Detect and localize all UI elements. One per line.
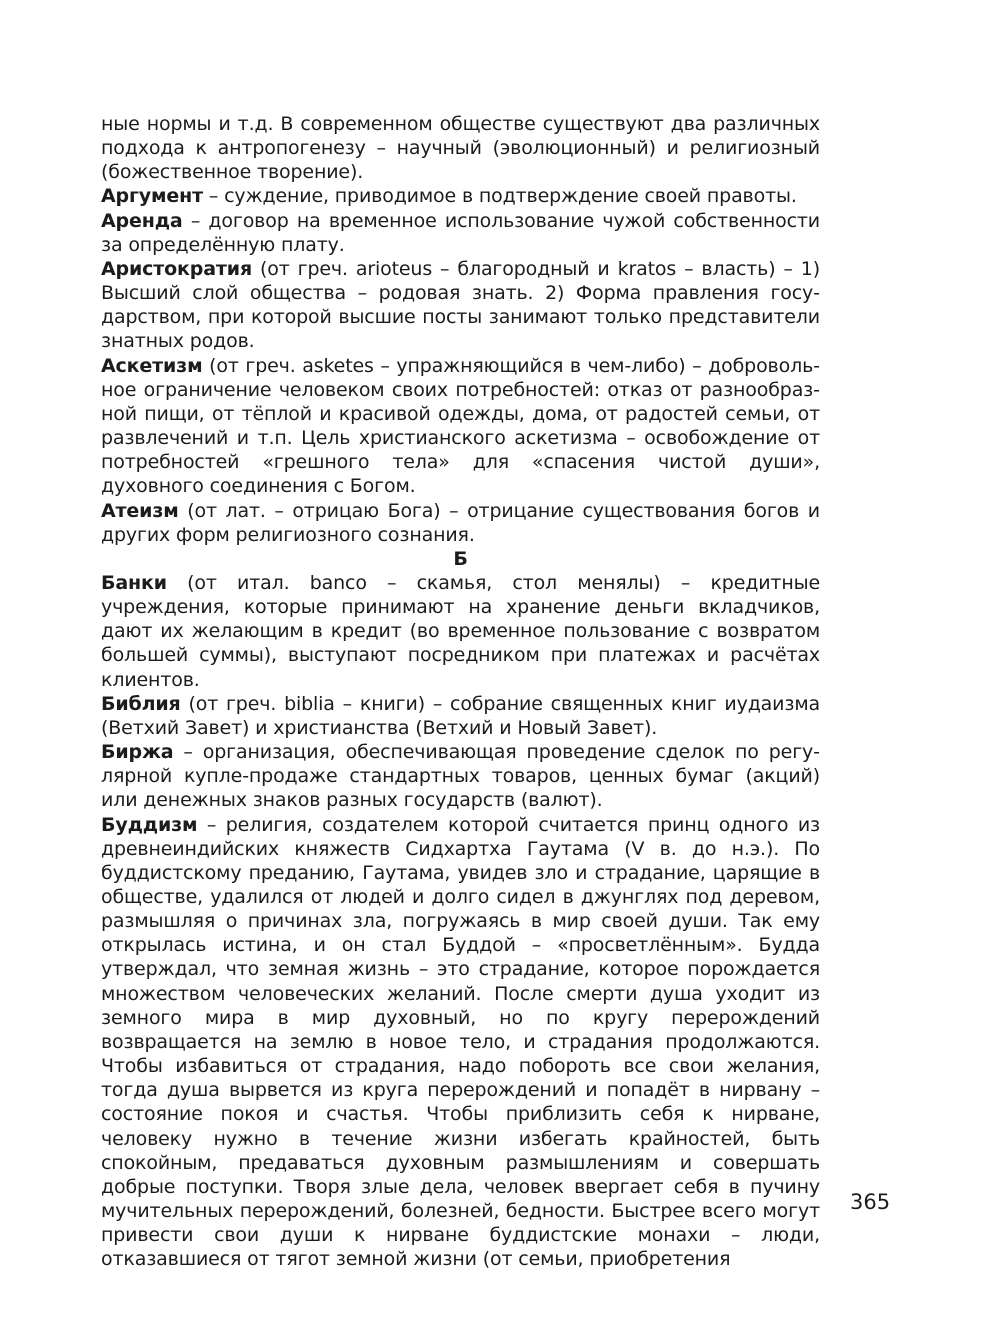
entry-ateizm: [101, 499, 820, 547]
entry-term: Аристократия: [101, 257, 252, 280]
entry-term: Буддизм: [101, 813, 198, 836]
entry-definition: (от греч. asketes – упражняющийся в чем-либо) – добровольное ограничение человеком своих потребностей: отказ от разнообразной пищи, от тёплой и красивой одежды, дома, от радостей семьи, от развлечений и т.п. Цель христианского аскетизма – освобождение от потребностей «грешного тела» для «спасения чистой души», духовного соединения с Богом.: [101, 354, 820, 498]
page-number: 365: [850, 1190, 891, 1214]
entry-term: Библия: [101, 692, 181, 715]
page-text: [101, 112, 820, 1272]
entry-banki: [101, 571, 820, 692]
entry-arenda: [101, 209, 820, 257]
entry-definition: (от греч. biblia – книги) – собрание священных книг иудаизма (Ветхий Завет) и христианства (Ветхий и Новый Завет).: [101, 692, 820, 739]
entry-term: Аргумент: [101, 185, 203, 208]
entry-buddizm: [101, 813, 820, 1272]
entry-definition: (от греч. arioteus – благородный и kratos – власть) – 1) Высший слой общества – родовая знать. 2) Форма правления государством, при которой высшие посты занимают только представители знатных родов.: [101, 257, 820, 353]
section-letter-heading: Б: [453, 547, 468, 570]
entry-definition: – договор на временное использование чужой собственности за определённую плату.: [101, 209, 820, 256]
entry-aristokratiya: [101, 257, 820, 354]
entry-bibliya: [101, 692, 820, 740]
entry-definition: – организация, обеспечивающая проведение сделок по регулярной купле-продаже стандартных товаров, ценных бумаг (акций) или денежных знаков разных государств (валют).: [101, 741, 820, 812]
entry-definition: (от лат. – отрицаю Бога) – отрицание существования богов и других форм религиозного сознания.: [101, 499, 820, 546]
entry-term: Атеизм: [101, 499, 179, 522]
continuation-paragraph: ные нормы и т.д. В современном обществе существуют два различных подхода к антропогенезу – научный (эволюционный) и религиозный (божественное творение).: [101, 113, 820, 184]
entry-term: Биржа: [101, 741, 174, 764]
entry-definition: – суждение, приводимое в подтверждение своей правоты.: [202, 185, 797, 208]
entry-term: Аренда: [101, 209, 183, 232]
entry-definition: (от итал. banco – скамья, стол менялы) – кредитные учреждения, которые принимают на хранение деньги вкладчиков, дают их желающим в кредит (во временное пользование с возвратом большей суммы), выступают посредником при платежах и расчётах клиентов.: [101, 571, 820, 691]
entry-definition: – религия, создателем которой считается принц одного из древнеиндийских княжеств Сидхартха Гаутама (V в. до н.э.). По буддистскому преданию, Гаутама, увидев зло и страдание, царящие в обществе, удалился от людей и долго сидел в джунглях под деревом, размышляя о причинах зла, погружаясь в мир своей души. Так ему открылась истина, и он стал Буддой – «просветлённым». Будда утверждал, что земная жизнь – это страдание, которое порождается множеством человеческих желаний. После смерти душа уходит из земного мира в мир духовный, но по кругу перерождений возвращается на землю в новое тело, и страдания продолжаются. Чтобы избавиться от страдания, надо побороть все свои желания, тогда душа вырвется из круга перерождений и попадёт в нирвану – состояние покоя и счастья. Чтобы приблизить себя к нирване, человеку нужно в течение жизни избегать крайностей, быть спокойным, предаваться духовным размышлениям и совершать добрые поступки. Творя злые дела, человек ввергает себя в пучину мучительных перерождений, болезней, бедности. Быстрее всего могут привести свои души к нирване буддистские монахи – люди, отказавшиеся от тягот земной жизни (от семьи, приобретения: [101, 813, 820, 1271]
entry-term: Банки: [101, 571, 167, 594]
entry-argument: [101, 184, 820, 208]
entry-term: Аскетизм: [101, 354, 203, 377]
entry-asketizm: [101, 354, 820, 499]
entry-birzha: [101, 740, 820, 812]
